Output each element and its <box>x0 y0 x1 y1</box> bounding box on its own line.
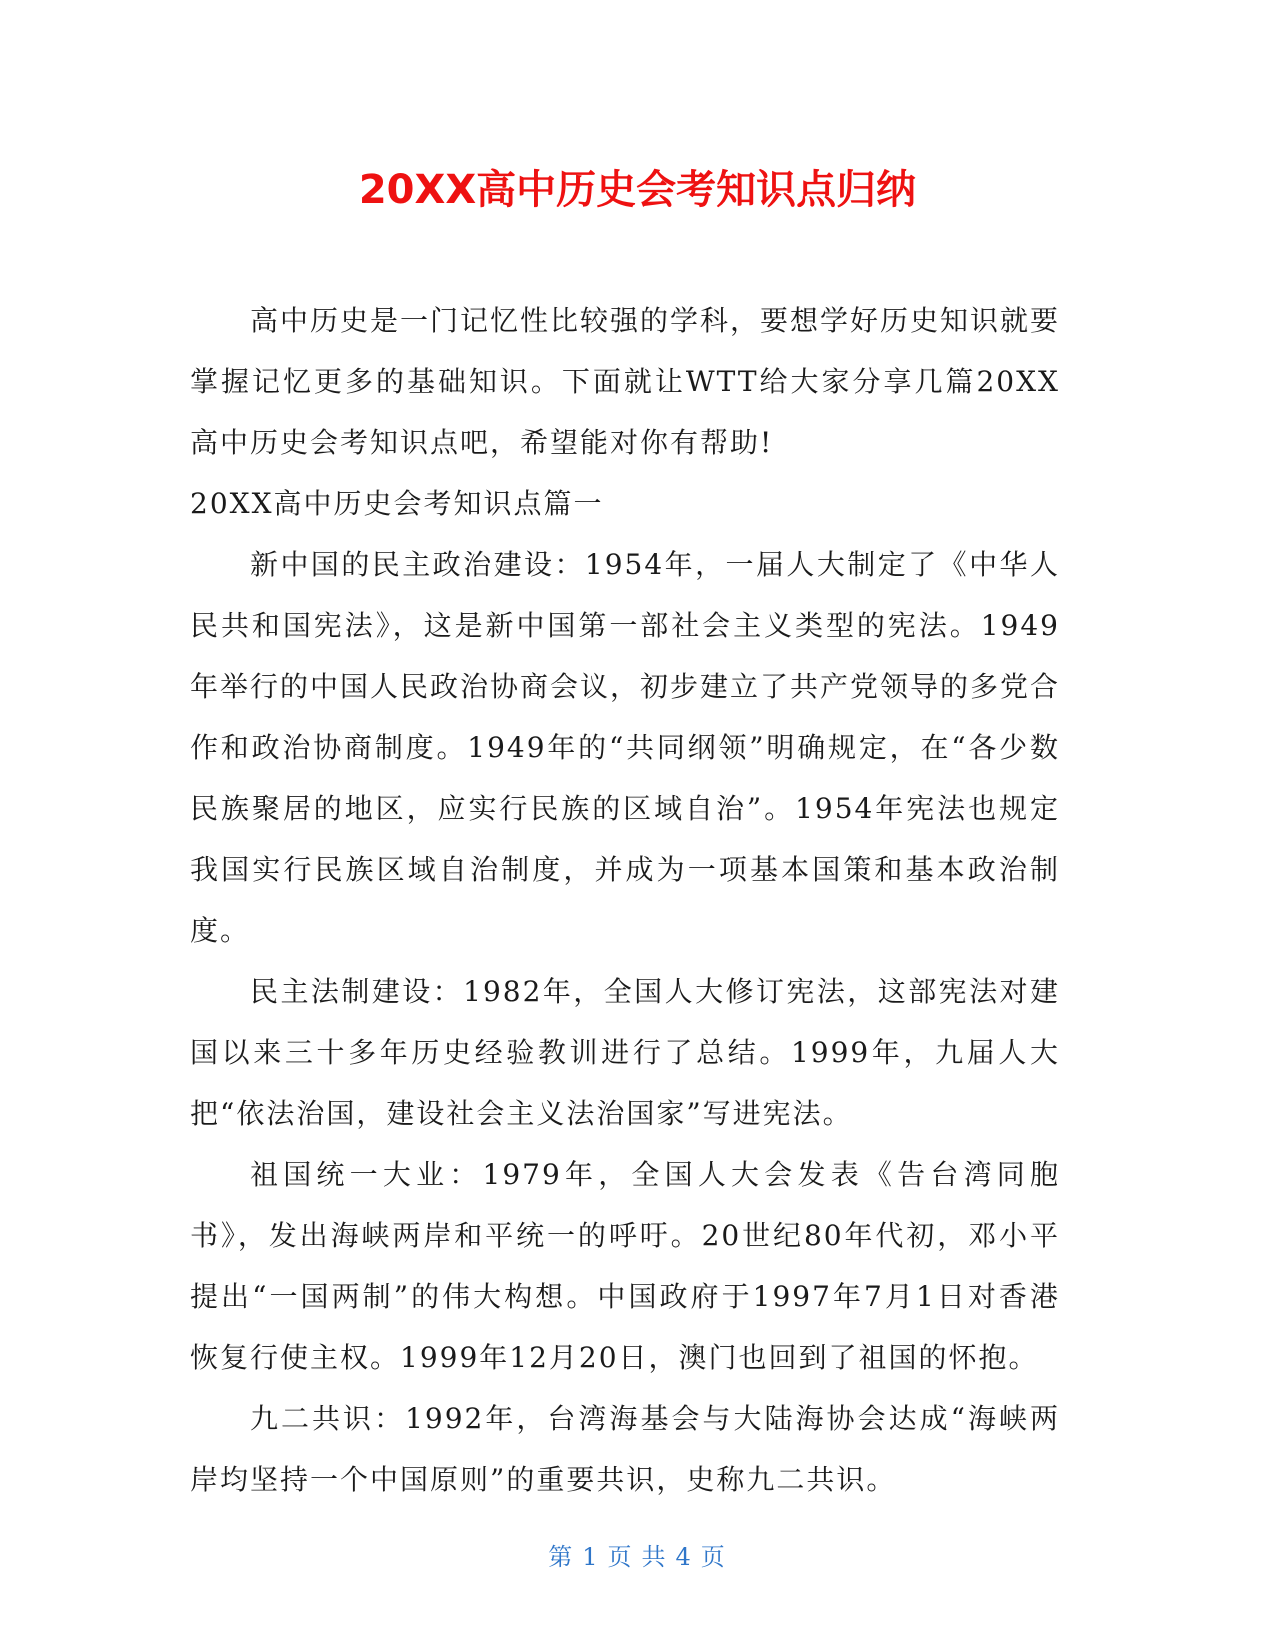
footer-total-unit: 页 <box>700 1543 727 1571</box>
footer-page-label: 第 <box>548 1543 575 1571</box>
paragraph-democratic-politics: 新中国的民主政治建设：1954年，一届人大制定了《中华人民共和国宪法》，这是新中国第一部社会主义类型的宪法。1949年举行的中国人民政治协商会议，初步建立了共产党领导的多党合作和政治协商制度。1949年的“共同纲领”明确规定，在“各少数民族聚居的地区，应实行民族的区域自治”。1954年宪法也规定我国实行民族区域自治制度，并成为一项基本国策和基本政治制度。 <box>190 548 1061 947</box>
document-body <box>190 290 1060 1510</box>
footer-total-pages: 4 <box>675 1543 693 1571</box>
intro-paragraph: 高中历史是一门记忆性比较强的学科，要想学好历史知识就要掌握记忆更多的基础知识。下面就让WTT给大家分享几篇20XX高中历史会考知识点吧，希望能对你有帮助! <box>190 304 1061 459</box>
paragraph-reunification: 祖国统一大业：1979年，全国人大会发表《告台湾同胞书》，发出海峡两岸和平统一的呼吁。20世纪80年代初，邓小平提出“一国两制”的伟大构想。中国政府于1997年7月1日对香港恢复行使主权。1999年12月20日，澳门也回到了祖国的怀抱。 <box>190 1158 1060 1374</box>
footer-page-unit: 页 <box>607 1543 634 1571</box>
paragraph-1992-consensus: 九二共识：1992年，台湾海基会与大陆海协会达成“海峡两岸均坚持一个中国原则”的重要共识，史称九二共识。 <box>190 1402 1060 1496</box>
section-heading: 20XX高中历史会考知识点篇一 <box>190 487 604 520</box>
footer-total-label: 共 <box>641 1543 668 1571</box>
page-footer <box>0 1542 1275 1572</box>
document-title: 20XX高中历史会考知识点归纳 <box>358 167 917 213</box>
paragraph-legal-system: 民主法制建设：1982年，全国人大修订宪法，这部宪法对建国以来三十多年历史经验教训进行了总结。1999年，九届人大把“依法治国，建设社会主义法治国家”写进宪法。 <box>190 975 1060 1130</box>
footer-current-page: 1 <box>582 1543 600 1571</box>
